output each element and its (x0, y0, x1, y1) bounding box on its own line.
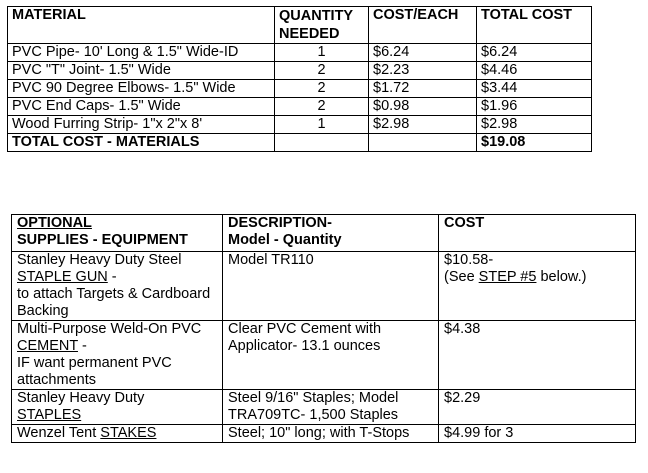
header-cost-each: COST/EACH (369, 7, 477, 44)
supply-item (12, 252, 223, 321)
header-description-line1: DESCRIPTION- (228, 215, 332, 231)
material-total: $6.24 (477, 44, 592, 62)
optional-supplies-table (11, 214, 636, 443)
material-total: $4.46 (477, 62, 592, 80)
header-description (223, 215, 439, 252)
supply-item-text: Stanley Heavy Duty (17, 390, 145, 406)
material-cost-each: $2.23 (369, 62, 477, 80)
material-total: $1.96 (477, 98, 592, 116)
supply-item-text: Multi-Purpose Weld-On PVC (17, 321, 202, 337)
supply-cost (439, 252, 636, 321)
supply-item-text: Stanley Heavy Duty Steel (17, 252, 182, 268)
material-cost-each: $0.98 (369, 98, 477, 116)
material-cost-each: $2.98 (369, 116, 477, 134)
supply-item (12, 425, 223, 443)
material-quantity: 1 (275, 116, 369, 134)
staple-gun-link[interactable]: STAPLE GUN (17, 269, 108, 285)
table-row (12, 390, 636, 425)
table-row (12, 425, 636, 443)
optional-header-row (12, 215, 636, 252)
table-row (8, 116, 592, 134)
total-label: TOTAL COST - MATERIALS (8, 134, 275, 152)
material-cost-each: $6.24 (369, 44, 477, 62)
material-name: Wood Furring Strip- 1"x 2"x 8' (8, 116, 275, 134)
material-cost-each: $1.72 (369, 80, 477, 98)
material-total: $3.44 (477, 80, 592, 98)
stakes-link[interactable]: STAKES (100, 425, 157, 441)
material-quantity: 2 (275, 98, 369, 116)
supply-description: Clear PVC Cement with Applicator- 13.1 ounces (223, 321, 439, 390)
supply-cost: $2.29 (439, 390, 636, 425)
header-optional: OPTIONAL (17, 215, 92, 231)
header-quantity: QUANTITY NEEDED (275, 7, 369, 44)
material-name: PVC Pipe- 10' Long & 1.5" Wide-ID (8, 44, 275, 62)
step-5-link[interactable]: STEP #5 (478, 269, 537, 285)
supply-description: Model TR110 (223, 252, 439, 321)
supply-cost: $4.38 (439, 321, 636, 390)
header-description-line2: Model - Quantity (228, 232, 342, 248)
table-row (8, 80, 592, 98)
supply-item-suffix: - (107, 269, 117, 285)
table-row (8, 62, 592, 80)
supply-cost-note-pre: (See (444, 269, 479, 285)
supply-description: Steel; 10" long; with T-Stops (223, 425, 439, 443)
materials-header-row (8, 7, 592, 44)
supply-cost: $4.99 for 3 (439, 425, 636, 443)
material-name: PVC "T" Joint- 1.5" Wide (8, 62, 275, 80)
total-value: $19.08 (477, 134, 592, 152)
table-row (8, 44, 592, 62)
table-row (12, 252, 636, 321)
supply-description: Steel 9/16" Staples; Model TRA709TC- 1,500 Staples (223, 390, 439, 425)
header-total-cost: TOTAL COST (477, 7, 592, 44)
header-supplies-equipment: SUPPLIES - EQUIPMENT (17, 232, 188, 248)
header-material: MATERIAL (8, 7, 275, 44)
supply-item-note: to attach Targets & Cardboard Backing (17, 286, 211, 319)
supply-cost-value: $10.58- (444, 252, 494, 268)
supply-item-text: Wenzel Tent (17, 425, 101, 441)
total-row (8, 134, 592, 152)
materials-table (7, 6, 592, 152)
header-optional-supplies (12, 215, 223, 252)
supply-cost-note-post: below.) (536, 269, 587, 285)
material-name: PVC End Caps- 1.5" Wide (8, 98, 275, 116)
supply-item-suffix: - (77, 338, 87, 354)
empty-cell (369, 134, 477, 152)
empty-cell (275, 134, 369, 152)
material-name: PVC 90 Degree Elbows- 1.5" Wide (8, 80, 275, 98)
material-total: $2.98 (477, 116, 592, 134)
staples-link[interactable]: STAPLES (17, 407, 82, 423)
material-quantity: 2 (275, 80, 369, 98)
supply-item-note: IF want permanent PVC attachments (17, 355, 172, 388)
table-row (12, 321, 636, 390)
material-quantity: 2 (275, 62, 369, 80)
table-row (8, 98, 592, 116)
material-quantity: 1 (275, 44, 369, 62)
supply-item (12, 321, 223, 390)
header-cost: COST (439, 215, 636, 252)
supply-item (12, 390, 223, 425)
cement-link[interactable]: CEMENT (17, 338, 78, 354)
